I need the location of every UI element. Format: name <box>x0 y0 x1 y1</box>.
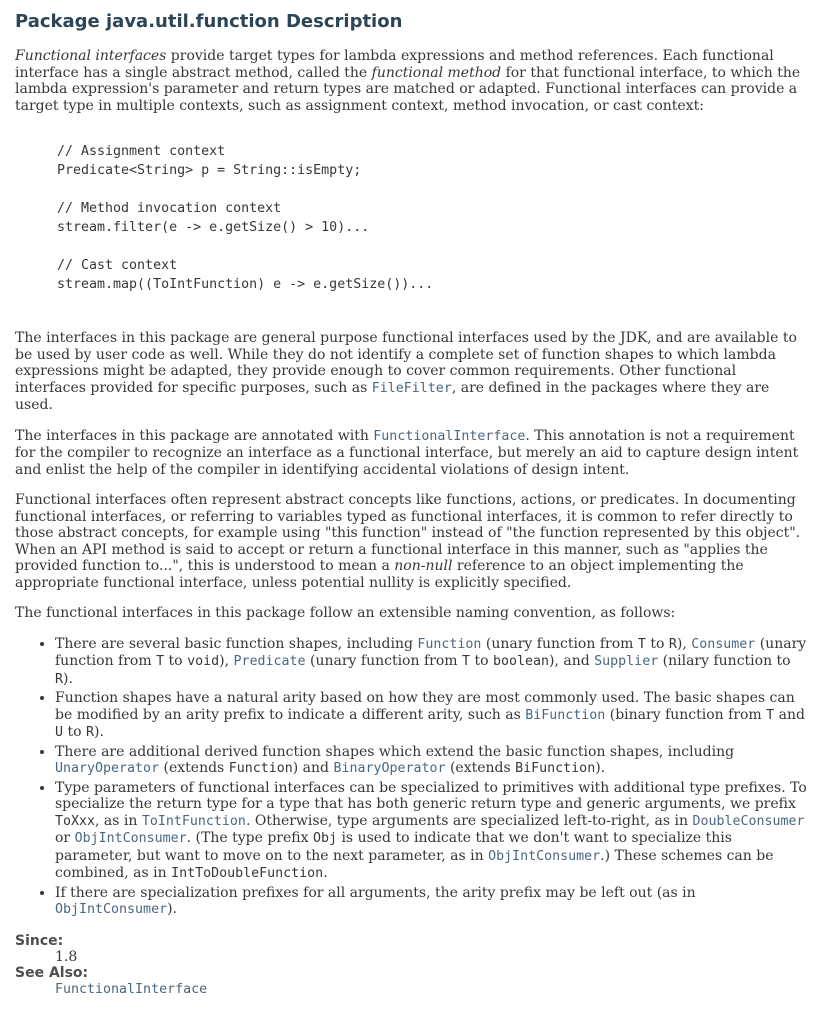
function-link[interactable]: Function <box>417 636 482 652</box>
bifunction-link[interactable]: BiFunction <box>525 707 606 723</box>
abstract-concepts-paragraph: Functional interfaces often represent abstract concepts like functions, actions, or predicates. In documenting functional interfaces, or referring to variables typed as functional interfaces, it is common to refer directly to those abstract concepts, for example using "this function" instead of "the function represented by this object". When an API method is said to accept or return a functional interface in this manner, such as "applies the provided function to...", this is understood to mean a non-null reference to an object implementing the appropriate functional interface, unless potential nullity is explicitly specified. <box>15 492 801 591</box>
code-line: Predicate<String> p = String::isEmpty; <box>57 163 362 178</box>
see-also-functionalinterface-link[interactable]: FunctionalInterface <box>55 981 208 997</box>
doubleconsumer-link[interactable]: DoubleConsumer <box>692 813 805 829</box>
code-line: // Cast context <box>57 258 178 273</box>
naming-convention-list <box>15 636 810 919</box>
code-line: stream.filter(e -> e.getSize() > 10)... <box>57 220 370 235</box>
list-item: • There are additional derived function shapes which extend the basic function shapes, including UnaryOperator (extends Function) and BinaryOperator (extends BiFunction). <box>55 744 810 778</box>
functionalinterface-link[interactable]: FunctionalInterface <box>373 428 526 444</box>
code-blank-line <box>57 237 810 256</box>
objintconsumer-link[interactable]: ObjIntConsumer <box>55 902 168 917</box>
intro-term-functional-method: functional method <box>371 64 502 81</box>
code-line: stream.map((ToIntFunction) e -> e.getSize())... <box>57 277 434 292</box>
supplier-link[interactable]: Supplier <box>594 654 659 669</box>
general-purpose-paragraph: The interfaces in this package are general purpose functional interfaces used by the JDK, and are available to be used by user code as well. While they do not identify a complete set of function shapes to which lambda expressions might be adapted, they provide enough to cover common requirements. Other functional interfaces provided for specific purposes, such as FileFilter, are defined in the packages where they are used. <box>15 330 797 413</box>
tointfunction-link[interactable]: ToIntFunction <box>141 813 246 829</box>
list-item: • Function shapes have a natural arity based on how they are most commonly used. The basic shapes can be modified by an arity prefix to indicate a different arity, such as BiFunction (binary function from T and U to R). <box>55 690 810 742</box>
package-metadata <box>15 933 810 998</box>
list-item: • If there are specialization prefixes for all arguments, the arity prefix may be left out (as in ObjIntConsumer). <box>55 885 810 919</box>
code-line: // Assignment context <box>57 144 226 159</box>
unaryoperator-link[interactable]: UnaryOperator <box>55 761 160 776</box>
objintconsumer-link[interactable]: ObjIntConsumer <box>74 831 187 846</box>
predicate-link[interactable]: Predicate <box>233 654 306 669</box>
see-also-value <box>55 981 810 998</box>
list-item: • Type parameters of functional interfaces can be specialized to primitives with additional type prefixes. To specialize the return type for a type that has both generic return type and generic arguments, we prefix ToXxx, as in ToIntFunction. Otherwise, type arguments are specialized left-to-right, as in DoubleConsumer or ObjIntConsumer. (The type prefix Obj is used to indicate that we don't want to specialize this parameter, but want to move on to the next parameter, as in ObjIntConsumer.) These schemes can be combined, as in IntToDoubleFunction. <box>55 780 810 883</box>
page-title: Package java.util.function Description <box>15 11 403 32</box>
non-null-term: non-null <box>394 558 453 574</box>
consumer-link[interactable]: Consumer <box>691 636 756 652</box>
see-also-label: See Also: <box>15 964 89 981</box>
code-blank-line <box>57 180 810 199</box>
naming-convention-paragraph: The functional interfaces in this package follow an extensible naming convention, as follows: <box>15 605 676 621</box>
intro-paragraph: Functional interfaces provide target types for lambda expressions and method references. Each functional interface has a single abstract method, called the functional method for that functional interface, to which the lambda expression's parameter and return types are matched or adapted. Functional interfaces can provide a target type in multiple contexts, such as assignment context, method invocation, or cast context: <box>15 48 801 114</box>
intro-term-functional-interfaces: Functional interfaces <box>15 48 167 64</box>
binaryoperator-link[interactable]: BinaryOperator <box>333 761 446 776</box>
code-example <box>57 142 810 294</box>
since-value: 1.8 <box>55 948 78 965</box>
objintconsumer-link[interactable]: ObjIntConsumer <box>488 848 601 864</box>
list-item: • There are several basic function shapes, including Function (unary function from T to R), Consumer (unary function from T to void), Predicate (unary function from T to boolean), and Supplier (nilary function to R). <box>55 636 810 689</box>
filefilter-link[interactable]: FileFilter <box>371 380 452 396</box>
code-line: // Method invocation context <box>57 201 282 216</box>
annotation-paragraph: The interfaces in this package are annotated with FunctionalInterface. This annotation is not a requirement for the compiler to recognize an interface as a functional interface, but merely an aid to capture design intent and enlist the help of the compiler in identifying accidental violations of design intent. <box>15 427 799 478</box>
since-label: Since: <box>15 932 64 949</box>
